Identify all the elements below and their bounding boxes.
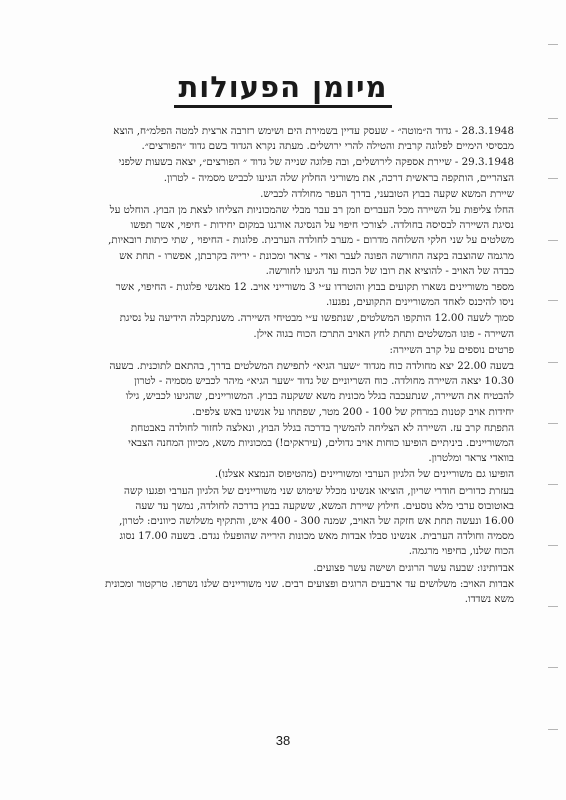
margin-tick [548, 484, 558, 485]
paragraph: סמוך לשעה 12.00 הותקפו המשלטים, שנתפשו ע״י מבטיחי השיירה. משנתקבלה הידיעה על נסיגת השיירה - פונו המשלטים ותחת לחץ האויב התרכז הכוח בגוה אילן. [119, 312, 514, 340]
margin-tick [548, 362, 558, 363]
paragraph: פרטים נוספים על קרב השיירה: [389, 343, 514, 356]
paragraph: 29.3.1948 - שיירת אספקה לירושלים, ובה פלוגה שנייה של גדוד ״ הפורצים״, יצאה בשעות שלפני הצהריים, הותקפה בראשית דרכה, את משוריני החלוץ שלה הגיעו לכביש מסמיה - לטרון. [118, 156, 514, 184]
margin-tick [548, 240, 558, 241]
paragraph: 28.3.1948 - גדוד ה״מוטה״ - שעסק עדיין בשמירת הים ושימש רזרבה ארצית למטה הפלמ״ח, הוצא מבסיסי הימיים לפלוגה קרבית והטילה להרי ירושלים. מעתה נקרא הגדוד בשם גדוד ״הפורצים״. [113, 125, 514, 153]
margin-tick [548, 423, 558, 424]
margin-tick [548, 118, 558, 119]
paragraph: הופיעו גם משוריינים של הלגיון הערבי ומשוריינים (מהטיפוס הנמצא אצלנו). [214, 468, 514, 481]
diary-text [104, 124, 514, 608]
margin-tick [548, 606, 558, 607]
paragraph: שיירת המשא שקעה בבוץ הטובעני, בדרך העפר מחולדה לכביש. [260, 187, 514, 200]
page-title-container [0, 70, 566, 108]
paragraph: אבדות האויב: משלושים עד ארבעים הרוגים ופצועים רבים. שני משוריינים שלנו נשרפו. טרקטור ומכונית משא נשדדו. [104, 577, 514, 606]
margin-tick [548, 667, 558, 668]
margin-tick [548, 44, 558, 45]
paragraph: אבדותינו: שבעה עשר הרוגים ושישה עשר פצועים. [313, 561, 514, 574]
margin-tick [548, 545, 558, 546]
paragraph: מספר משוריינים נשארו תקועים בבוץ והוטרדו ע״י 3 משורייני אויב. 12 מאנשי פלוגות - החיפוי, אשר ניסו להיכנס לאחד המשוריינים התקועים, נפגעו. [115, 281, 514, 309]
paragraph: בשעה 22.00 יצא מחולדה כוח מגדוד ״שער הגיא״ לתפישת המשלטים בדרך, בהתאם לתוכנית. בשעה 10.30 יצאה השיירה מחולדה. כוח השריוניים של גדוד ״שער הגיא״ מיהר לכביש מסמיה - לטרון להבטיח את השיירה, שנתעכבה בגלל מכונית משא ששקעה בבוץ. המשוריינים, שהגיעו לכביש, גילו יחידות אויב קטנות במרחק של 100 - 200 מטר, שפתחו על אנשינו באש צלפים. [109, 360, 514, 418]
paragraph: התפתח קרב עז. השיירה לא הצליחה להמשיך בדרכה בגלל הבוץ, ונאלצה לחזור לחולדה באבטחת המשוריינים. ביניתיים הופיעו כוחות אויב גדולים, (עיראקים!) במכוניות משא, מכיוון המחנה הצבאי בוואדי צראר ומלטרון. [128, 421, 514, 465]
page-number: 38 [275, 733, 291, 748]
margin-tick [548, 300, 558, 301]
paragraph: החלו צליפות על השיירה מכל העברים וזמן רב עבר מבלי שהמכוניות הצליחו לצאת מן הבוץ. הוחלט על נסיגת השיירה לבסיסה בחולדה. לצורכי חיפוי על הנסיגה אורגנו במקום יחידות - חיפוי, אשר תפשו משלטים על שני חלקי השלוחה מדרום - מערב לחולדה הערבית. פלוגות - החיפוי , שתי כיתות רובאיות, מרגמה שהוצבה בקצה החורשה הפונה לעבר ואדי - צראר ומכונת - ירייה בקרבתן, אפשרו - תחת אש כבדה של האויב - להוציא את רובו של הכוח עד הגיעו לחורשה. [108, 204, 514, 277]
margin-tick [548, 178, 558, 179]
page-title: מיומן הפעולות [174, 70, 391, 108]
margin-tick [548, 729, 558, 730]
paragraph: בעזרת כדורים חודרי שריון, הוציאו אנשינו מכלל שימוש שני משוריינים של הלגיון הערבי ופגעו קשה באוטובוס ערבי מלא נוסעים. חילוץ שיירת המשא, ששקעה בבוץ בדרכה לחולדה, נמשך עד שעה 16.00 ונעשה תחת אש חזקה של האויב, שמנה 300 - 400 איש, והתקיף משלושה כיוונים: לטרון, מסמיה וחולדה הערבית. אנשינו סבלו אבדות מאש מכונות הירייה שהופעלו נגדם. בשעה 17.00 נסוג הכוח שלנו, בחיפוי מרגמה. [119, 484, 514, 558]
